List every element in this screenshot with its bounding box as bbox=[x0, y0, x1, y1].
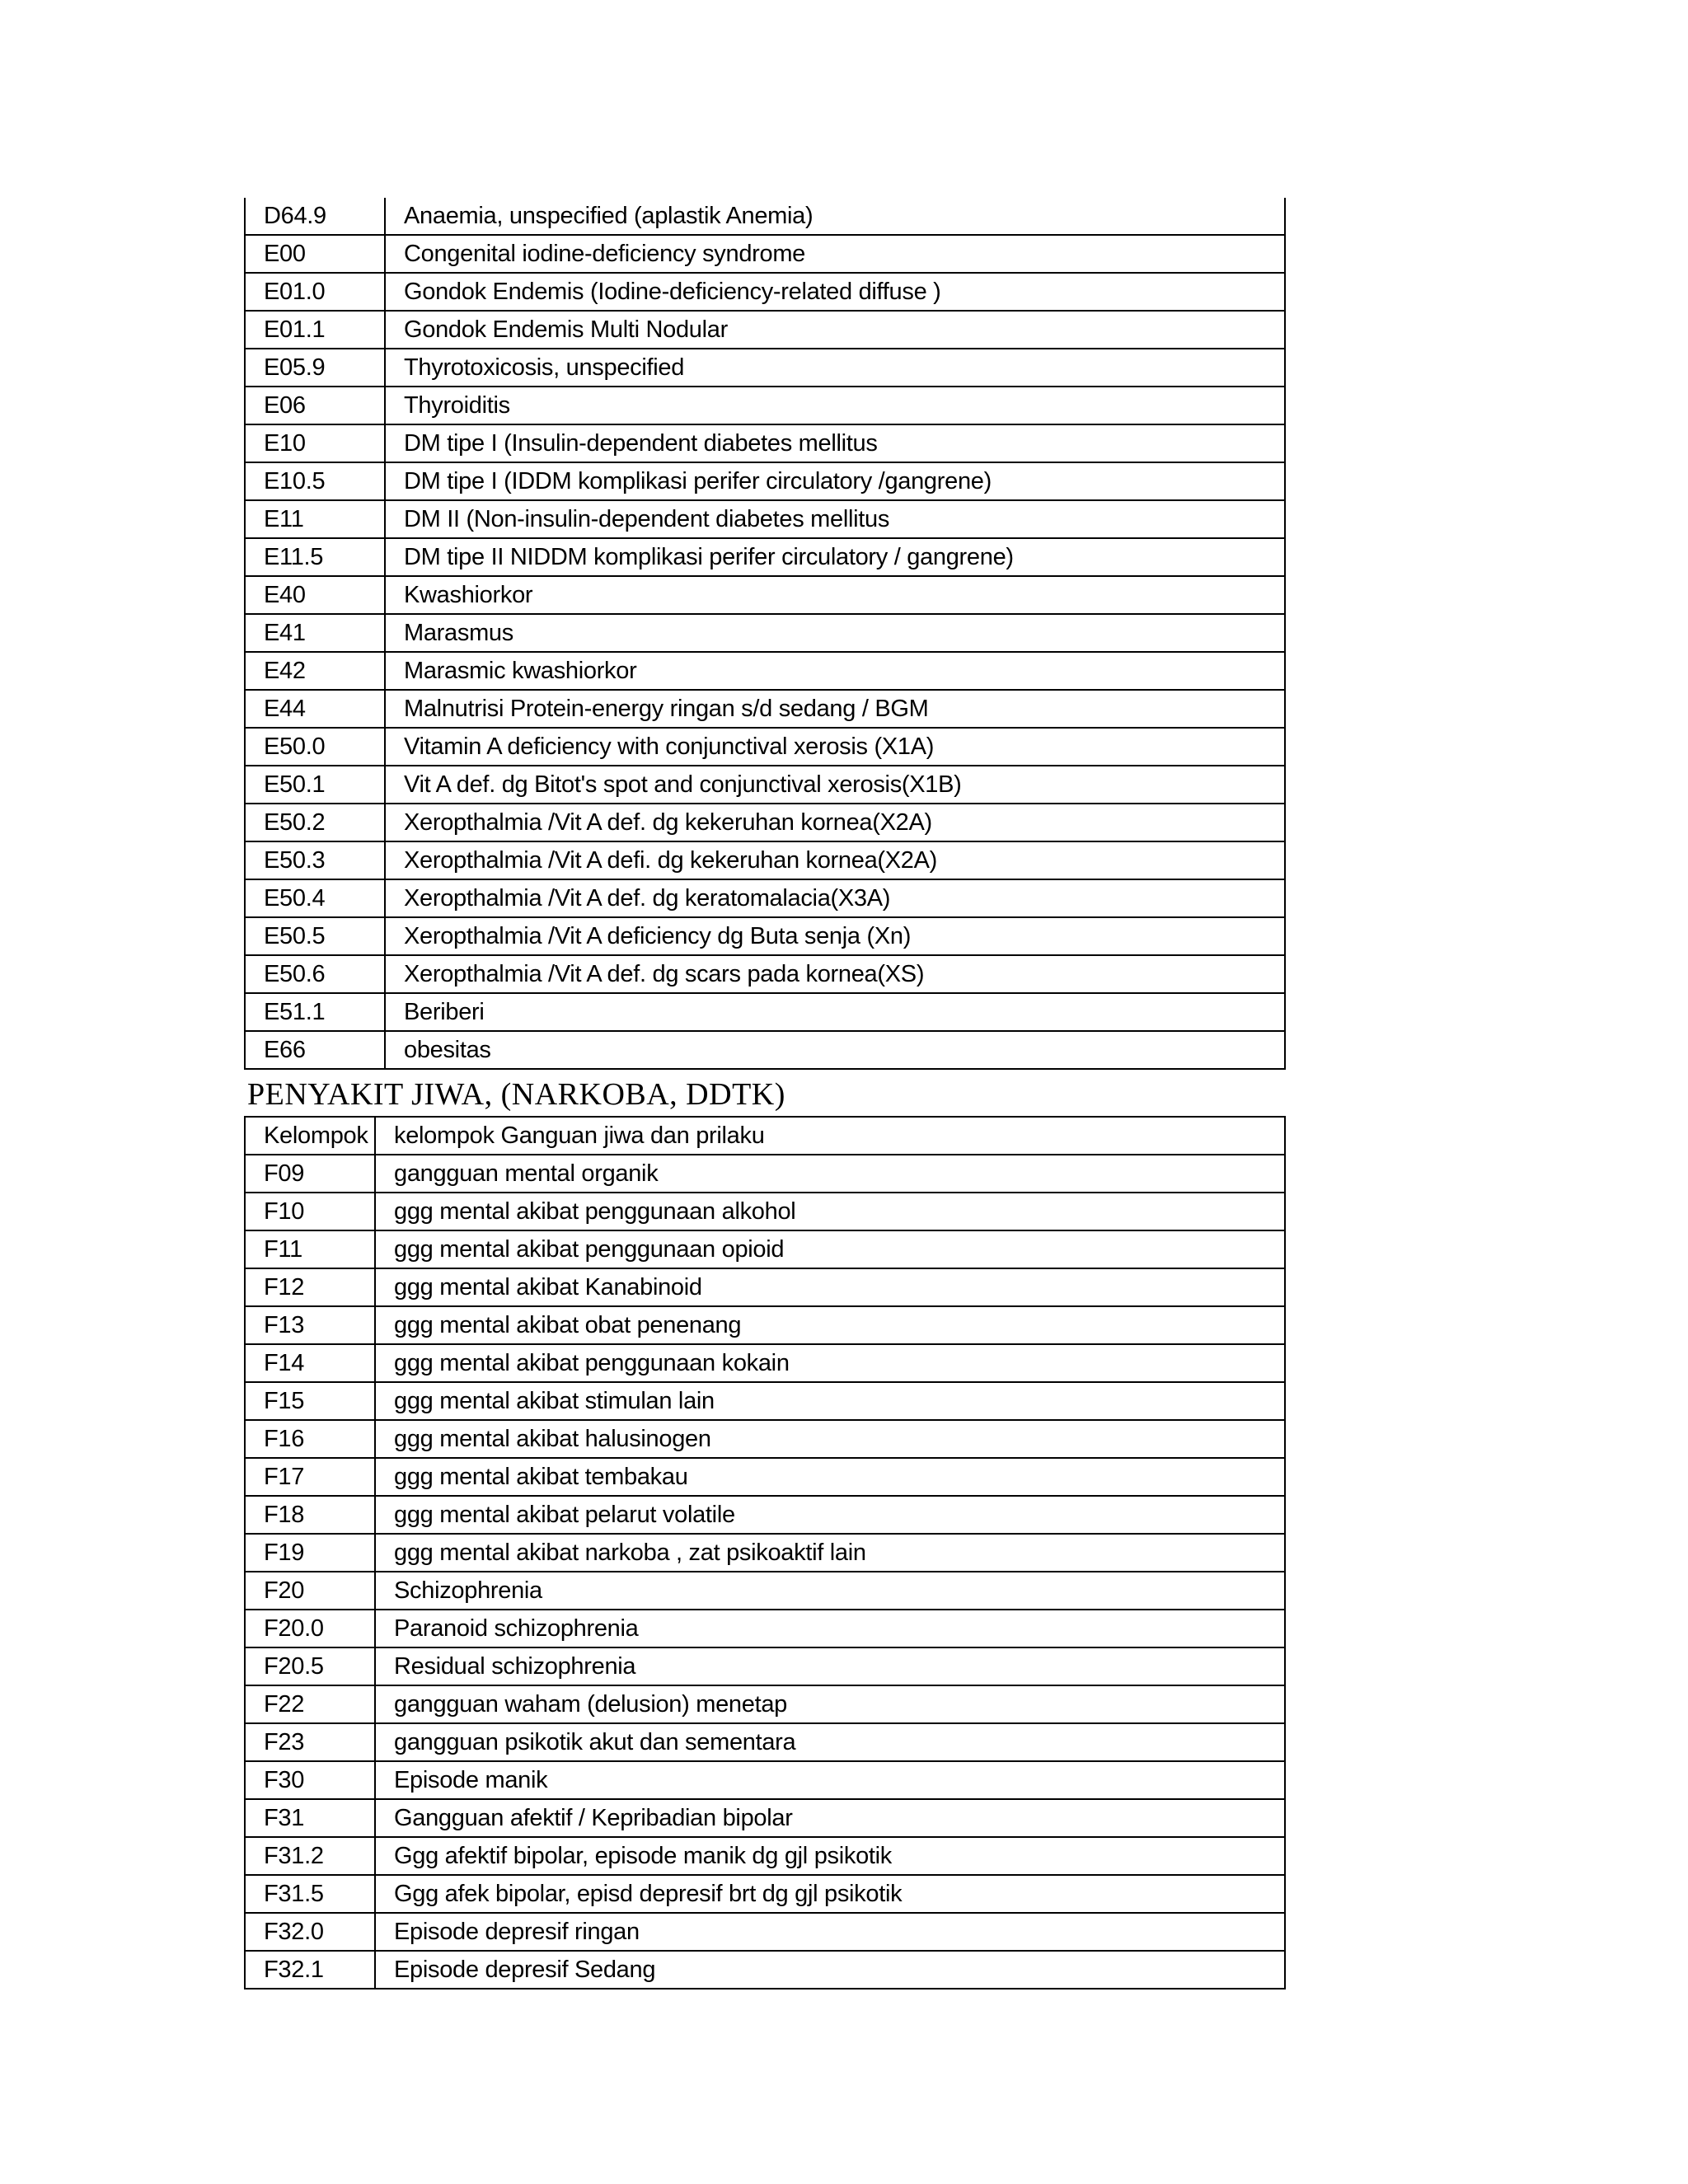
diagnosis-table-endocrine bbox=[244, 198, 1286, 1070]
description-cell: Residual schizophrenia bbox=[375, 1647, 1285, 1685]
table-row bbox=[245, 766, 1285, 804]
diagnosis-table-mental bbox=[244, 1116, 1286, 1990]
table-row bbox=[245, 462, 1285, 500]
table-row bbox=[245, 1610, 1285, 1647]
table-row bbox=[245, 1761, 1285, 1799]
description-cell: ggg mental akibat pelarut volatile bbox=[375, 1496, 1285, 1534]
description-cell: Ggg afektif bipolar, episode manik dg gjl psikotik bbox=[375, 1837, 1285, 1875]
table-row bbox=[245, 1647, 1285, 1685]
code-cell: E01.1 bbox=[245, 311, 385, 349]
description-cell: Gondok Endemis Multi Nodular bbox=[385, 311, 1285, 349]
description-cell: Thyroiditis bbox=[385, 387, 1285, 424]
table-row bbox=[245, 500, 1285, 538]
description-cell: Xeropthalmia /Vit A def. dg kekeruhan kornea(X2A) bbox=[385, 804, 1285, 841]
code-cell: F16 bbox=[245, 1420, 375, 1458]
description-cell: Xeropthalmia /Vit A def. dg keratomalacia(X3A) bbox=[385, 879, 1285, 917]
code-cell: F31 bbox=[245, 1799, 375, 1837]
table-row bbox=[245, 955, 1285, 993]
code-cell: F14 bbox=[245, 1344, 375, 1382]
description-cell: Xeropthalmia /Vit A defi. dg kekeruhan kornea(X2A) bbox=[385, 841, 1285, 879]
code-cell: E44 bbox=[245, 690, 385, 728]
table-row bbox=[245, 1268, 1285, 1306]
table-row bbox=[245, 614, 1285, 652]
description-cell: Marasmus bbox=[385, 614, 1285, 652]
description-cell: ggg mental akibat tembakau bbox=[375, 1458, 1285, 1496]
table-row bbox=[245, 1496, 1285, 1534]
description-cell: Beriberi bbox=[385, 993, 1285, 1031]
table-row bbox=[245, 1875, 1285, 1913]
code-cell: E51.1 bbox=[245, 993, 385, 1031]
table-row bbox=[245, 993, 1285, 1031]
description-cell: DM II (Non-insulin-dependent diabetes mellitus bbox=[385, 500, 1285, 538]
table-row bbox=[245, 841, 1285, 879]
table-row bbox=[245, 652, 1285, 690]
description-cell: ggg mental akibat Kanabinoid bbox=[375, 1268, 1285, 1306]
table-row bbox=[245, 1031, 1285, 1069]
description-cell: ggg mental akibat halusinogen bbox=[375, 1420, 1285, 1458]
code-cell: F09 bbox=[245, 1155, 375, 1193]
code-cell: E10 bbox=[245, 424, 385, 462]
table-row bbox=[245, 1534, 1285, 1572]
description-cell: ggg mental akibat penggunaan alkohol bbox=[375, 1193, 1285, 1230]
code-cell: F31.5 bbox=[245, 1875, 375, 1913]
code-cell: E66 bbox=[245, 1031, 385, 1069]
code-cell: E50.2 bbox=[245, 804, 385, 841]
code-cell: F12 bbox=[245, 1268, 375, 1306]
table-row bbox=[245, 879, 1285, 917]
table-row bbox=[245, 198, 1285, 235]
code-cell: F13 bbox=[245, 1306, 375, 1344]
code-cell: E06 bbox=[245, 387, 385, 424]
table-row bbox=[245, 690, 1285, 728]
code-cell: E11 bbox=[245, 500, 385, 538]
table-row bbox=[245, 1382, 1285, 1420]
table-row bbox=[245, 1799, 1285, 1837]
code-cell: F30 bbox=[245, 1761, 375, 1799]
code-cell: E10.5 bbox=[245, 462, 385, 500]
description-cell: Ggg afek bipolar, episd depresif brt dg gjl psikotik bbox=[375, 1875, 1285, 1913]
description-cell: Schizophrenia bbox=[375, 1572, 1285, 1610]
code-cell: E50.6 bbox=[245, 955, 385, 993]
code-cell: F15 bbox=[245, 1382, 375, 1420]
code-cell: E50.3 bbox=[245, 841, 385, 879]
table-row bbox=[245, 1155, 1285, 1193]
description-cell: ggg mental akibat penggunaan kokain bbox=[375, 1344, 1285, 1382]
description-cell: ggg mental akibat penggunaan opioid bbox=[375, 1230, 1285, 1268]
description-cell: kelompok Ganguan jiwa dan prilaku bbox=[375, 1117, 1285, 1155]
table-row bbox=[245, 917, 1285, 955]
code-cell: E42 bbox=[245, 652, 385, 690]
description-cell: Thyrotoxicosis, unspecified bbox=[385, 349, 1285, 387]
table-row bbox=[245, 538, 1285, 576]
table-row bbox=[245, 1117, 1285, 1155]
table-row bbox=[245, 1572, 1285, 1610]
code-cell: E01.0 bbox=[245, 273, 385, 311]
description-cell: Congenital iodine-deficiency syndrome bbox=[385, 235, 1285, 273]
description-cell: Anaemia, unspecified (aplastik Anemia) bbox=[385, 198, 1285, 235]
description-cell: DM tipe I (Insulin-dependent diabetes mellitus bbox=[385, 424, 1285, 462]
code-cell: E41 bbox=[245, 614, 385, 652]
table-row bbox=[245, 576, 1285, 614]
table-row bbox=[245, 273, 1285, 311]
table-row bbox=[245, 349, 1285, 387]
table-row bbox=[245, 1193, 1285, 1230]
table-row bbox=[245, 804, 1285, 841]
table-row bbox=[245, 1685, 1285, 1723]
code-cell: F22 bbox=[245, 1685, 375, 1723]
code-cell: E00 bbox=[245, 235, 385, 273]
section-title: PENYAKIT JIWA, (NARKOBA, DDTK) bbox=[247, 1077, 785, 1112]
table-row bbox=[245, 1837, 1285, 1875]
code-cell: F20.5 bbox=[245, 1647, 375, 1685]
table-row bbox=[245, 1723, 1285, 1761]
table-row bbox=[245, 424, 1285, 462]
code-cell: F10 bbox=[245, 1193, 375, 1230]
code-cell: E50.4 bbox=[245, 879, 385, 917]
description-cell: Xeropthalmia /Vit A def. dg scars pada kornea(XS) bbox=[385, 955, 1285, 993]
table-row bbox=[245, 728, 1285, 766]
code-cell: E11.5 bbox=[245, 538, 385, 576]
code-cell: D64.9 bbox=[245, 198, 385, 235]
table-row bbox=[245, 311, 1285, 349]
code-cell: F17 bbox=[245, 1458, 375, 1496]
code-cell: F23 bbox=[245, 1723, 375, 1761]
table-row bbox=[245, 387, 1285, 424]
description-cell: obesitas bbox=[385, 1031, 1285, 1069]
code-cell: E50.0 bbox=[245, 728, 385, 766]
code-cell: F11 bbox=[245, 1230, 375, 1268]
description-cell: gangguan psikotik akut dan sementara bbox=[375, 1723, 1285, 1761]
table-row bbox=[245, 235, 1285, 273]
table-row bbox=[245, 1458, 1285, 1496]
description-cell: Gangguan afektif / Kepribadian bipolar bbox=[375, 1799, 1285, 1837]
description-cell: Gondok Endemis (Iodine-deficiency-related diffuse ) bbox=[385, 273, 1285, 311]
table-row bbox=[245, 1420, 1285, 1458]
table-row bbox=[245, 1344, 1285, 1382]
table-row bbox=[245, 1951, 1285, 1989]
description-cell: Vit A def. dg Bitot's spot and conjunctival xerosis(X1B) bbox=[385, 766, 1285, 804]
code-cell: F20 bbox=[245, 1572, 375, 1610]
code-cell: F31.2 bbox=[245, 1837, 375, 1875]
table-row bbox=[245, 1913, 1285, 1951]
description-cell: Marasmic kwashiorkor bbox=[385, 652, 1285, 690]
description-cell: ggg mental akibat narkoba , zat psikoaktif lain bbox=[375, 1534, 1285, 1572]
description-cell: Episode depresif ringan bbox=[375, 1913, 1285, 1951]
description-cell: DM tipe I (IDDM komplikasi perifer circulatory /gangrene) bbox=[385, 462, 1285, 500]
code-cell: F20.0 bbox=[245, 1610, 375, 1647]
description-cell: gangguan waham (delusion) menetap bbox=[375, 1685, 1285, 1723]
code-cell: E50.5 bbox=[245, 917, 385, 955]
table-row bbox=[245, 1306, 1285, 1344]
description-cell: Episode manik bbox=[375, 1761, 1285, 1799]
code-cell: E05.9 bbox=[245, 349, 385, 387]
code-cell: F19 bbox=[245, 1534, 375, 1572]
description-cell: Xeropthalmia /Vit A deficiency dg Buta senja (Xn) bbox=[385, 917, 1285, 955]
description-cell: Vitamin A deficiency with conjunctival xerosis (X1A) bbox=[385, 728, 1285, 766]
description-cell: gangguan mental organik bbox=[375, 1155, 1285, 1193]
description-cell: Kwashiorkor bbox=[385, 576, 1285, 614]
description-cell: DM tipe II NIDDM komplikasi perifer circulatory / gangrene) bbox=[385, 538, 1285, 576]
code-cell: F18 bbox=[245, 1496, 375, 1534]
description-cell: ggg mental akibat obat penenang bbox=[375, 1306, 1285, 1344]
description-cell: Paranoid schizophrenia bbox=[375, 1610, 1285, 1647]
description-cell: Malnutrisi Protein-energy ringan s/d sedang / BGM bbox=[385, 690, 1285, 728]
code-cell: F32.0 bbox=[245, 1913, 375, 1951]
code-cell: Kelompok bbox=[245, 1117, 375, 1155]
code-cell: F32.1 bbox=[245, 1951, 375, 1989]
description-cell: ggg mental akibat stimulan lain bbox=[375, 1382, 1285, 1420]
code-cell: E50.1 bbox=[245, 766, 385, 804]
code-cell: E40 bbox=[245, 576, 385, 614]
description-cell: Episode depresif Sedang bbox=[375, 1951, 1285, 1989]
table-row bbox=[245, 1230, 1285, 1268]
